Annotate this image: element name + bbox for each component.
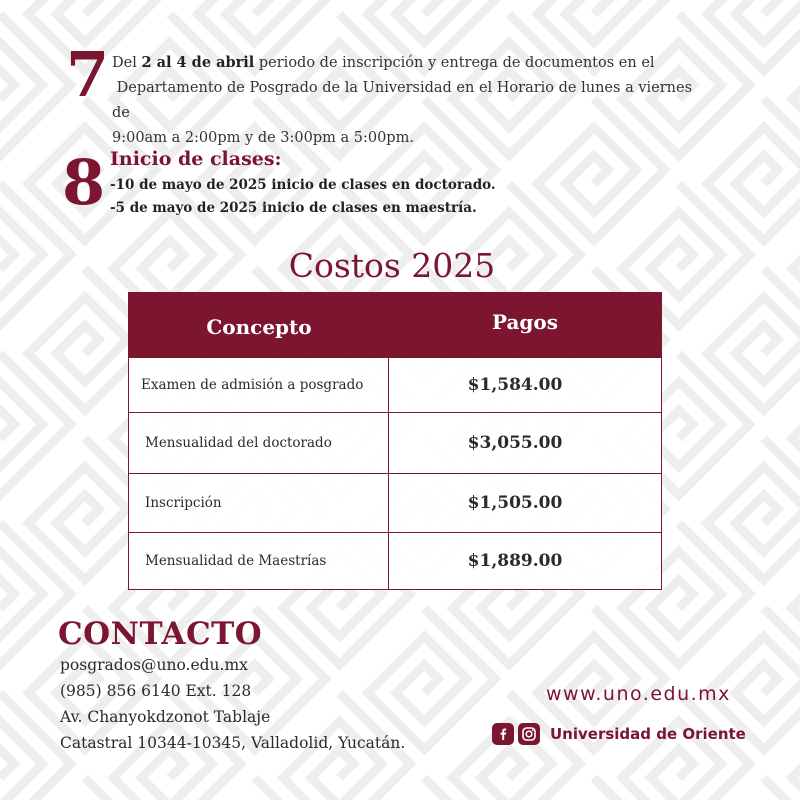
step-7-line2: Departamento de Posgrado de la Universidad en el Horario de lunes a viernes de bbox=[112, 80, 693, 121]
contact-email[interactable]: posgrados@uno.edu.mx bbox=[60, 656, 248, 674]
contact-phone: (985) 856 6140 Ext. 128 bbox=[60, 682, 252, 700]
table-row bbox=[129, 473, 661, 532]
row-payment: $1,584.00 bbox=[467, 375, 563, 395]
header-concept: Concepto bbox=[206, 315, 312, 339]
row-concept: Examen de admisión a posgrado bbox=[129, 358, 389, 412]
costs-title: Costos 2025 bbox=[288, 246, 496, 285]
step-8-line1: -10 de mayo de 2025 inicio de clases en doctorado. bbox=[110, 177, 496, 193]
contact-address-line1: Av. Chanyokdzonot Tablaje bbox=[60, 708, 271, 726]
contact-address-line2: Catastral 10344-10345, Valladolid, Yucatán. bbox=[60, 734, 406, 752]
table-row bbox=[129, 357, 661, 412]
table-header bbox=[129, 293, 661, 357]
header-payment: Pagos bbox=[491, 310, 559, 334]
table-row bbox=[129, 532, 661, 589]
row-payment: $1,505.00 bbox=[467, 493, 563, 513]
table-row bbox=[129, 412, 661, 473]
step-7-prefix: Del bbox=[112, 55, 142, 71]
step-8-title: Inicio de clases: bbox=[110, 148, 282, 170]
step-7-text bbox=[112, 50, 712, 151]
row-payment: $3,055.00 bbox=[467, 433, 563, 453]
row-concept: Inscripción bbox=[129, 474, 389, 532]
step-number: 7 bbox=[66, 38, 110, 111]
step-number: 8 bbox=[62, 146, 106, 219]
website-link[interactable]: www.uno.edu.mx bbox=[546, 683, 731, 705]
instagram-icon[interactable] bbox=[518, 723, 540, 745]
step-8-line2: -5 de mayo de 2025 inicio de clases en maestría. bbox=[110, 200, 477, 216]
facebook-icon[interactable] bbox=[492, 723, 514, 745]
social-bar bbox=[492, 722, 746, 746]
row-concept: Mensualidad del doctorado bbox=[129, 413, 389, 473]
row-concept: Mensualidad de Maestrías bbox=[129, 533, 389, 589]
step-7-dates: 2 al 4 de abril bbox=[141, 54, 255, 71]
step-7-line3: 9:00am a 2:00pm y de 3:00pm a 5:00pm. bbox=[112, 130, 414, 146]
university-name: Universidad de Oriente bbox=[550, 725, 746, 743]
step-7-line1: periodo de inscripción y entrega de documentos en el bbox=[254, 55, 655, 71]
contact-title: CONTACTO bbox=[58, 616, 263, 652]
row-payment: $1,889.00 bbox=[467, 551, 563, 571]
costs-table bbox=[128, 292, 662, 590]
